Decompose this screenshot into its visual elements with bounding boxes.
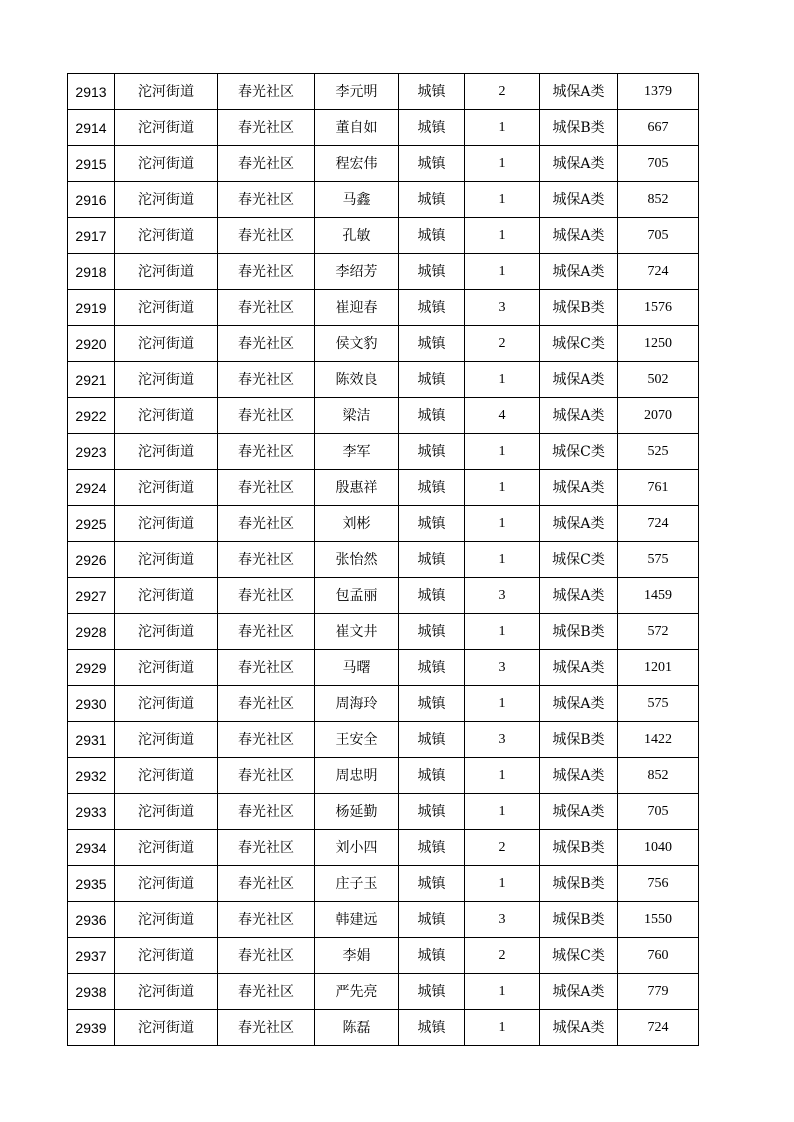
amount-cell: 575 bbox=[618, 686, 699, 722]
table-row bbox=[68, 866, 699, 902]
area-type-cell: 城镇 bbox=[399, 830, 465, 866]
area-type-cell: 城镇 bbox=[399, 866, 465, 902]
person-name-cell: 侯文豹 bbox=[315, 326, 399, 362]
street-cell: 沱河街道 bbox=[115, 434, 218, 470]
household-count-cell: 3 bbox=[465, 722, 540, 758]
record-id-cell: 2938 bbox=[68, 974, 115, 1010]
area-type-cell: 城镇 bbox=[399, 398, 465, 434]
community-cell: 春光社区 bbox=[218, 722, 315, 758]
street-cell: 沱河街道 bbox=[115, 398, 218, 434]
community-cell: 春光社区 bbox=[218, 506, 315, 542]
household-count-cell: 1 bbox=[465, 146, 540, 182]
insurance-category-cell: 城保C类 bbox=[540, 542, 618, 578]
household-count-cell: 1 bbox=[465, 1010, 540, 1046]
record-id-cell: 2919 bbox=[68, 290, 115, 326]
street-cell: 沱河街道 bbox=[115, 902, 218, 938]
amount-cell: 705 bbox=[618, 146, 699, 182]
area-type-cell: 城镇 bbox=[399, 290, 465, 326]
insurance-category-cell: 城保A类 bbox=[540, 182, 618, 218]
roster-body bbox=[68, 74, 699, 1046]
household-count-cell: 4 bbox=[465, 398, 540, 434]
record-id-cell: 2937 bbox=[68, 938, 115, 974]
record-id-cell: 2917 bbox=[68, 218, 115, 254]
record-id-cell: 2939 bbox=[68, 1010, 115, 1046]
community-cell: 春光社区 bbox=[218, 974, 315, 1010]
insurance-category-cell: 城保B类 bbox=[540, 290, 618, 326]
area-type-cell: 城镇 bbox=[399, 902, 465, 938]
community-cell: 春光社区 bbox=[218, 254, 315, 290]
person-name-cell: 李娟 bbox=[315, 938, 399, 974]
table-row bbox=[68, 758, 699, 794]
amount-cell: 1550 bbox=[618, 902, 699, 938]
person-name-cell: 包孟丽 bbox=[315, 578, 399, 614]
community-cell: 春光社区 bbox=[218, 218, 315, 254]
amount-cell: 525 bbox=[618, 434, 699, 470]
insurance-category-cell: 城保B类 bbox=[540, 902, 618, 938]
household-count-cell: 2 bbox=[465, 830, 540, 866]
table-row bbox=[68, 74, 699, 110]
amount-cell: 1422 bbox=[618, 722, 699, 758]
record-id-cell: 2923 bbox=[68, 434, 115, 470]
table-row bbox=[68, 182, 699, 218]
record-id-cell: 2925 bbox=[68, 506, 115, 542]
community-cell: 春光社区 bbox=[218, 362, 315, 398]
table-row bbox=[68, 686, 699, 722]
household-count-cell: 2 bbox=[465, 74, 540, 110]
area-type-cell: 城镇 bbox=[399, 218, 465, 254]
household-count-cell: 1 bbox=[465, 218, 540, 254]
area-type-cell: 城镇 bbox=[399, 974, 465, 1010]
table-row bbox=[68, 974, 699, 1010]
insurance-category-cell: 城保A类 bbox=[540, 650, 618, 686]
street-cell: 沱河街道 bbox=[115, 290, 218, 326]
amount-cell: 575 bbox=[618, 542, 699, 578]
insurance-category-cell: 城保B类 bbox=[540, 614, 618, 650]
household-count-cell: 1 bbox=[465, 182, 540, 218]
community-cell: 春光社区 bbox=[218, 398, 315, 434]
person-name-cell: 刘小四 bbox=[315, 830, 399, 866]
community-cell: 春光社区 bbox=[218, 110, 315, 146]
record-id-cell: 2929 bbox=[68, 650, 115, 686]
table-row bbox=[68, 326, 699, 362]
community-cell: 春光社区 bbox=[218, 290, 315, 326]
street-cell: 沱河街道 bbox=[115, 974, 218, 1010]
person-name-cell: 庄子玉 bbox=[315, 866, 399, 902]
community-cell: 春光社区 bbox=[218, 1010, 315, 1046]
person-name-cell: 崔文井 bbox=[315, 614, 399, 650]
table-row bbox=[68, 830, 699, 866]
community-cell: 春光社区 bbox=[218, 326, 315, 362]
household-count-cell: 3 bbox=[465, 578, 540, 614]
household-count-cell: 3 bbox=[465, 650, 540, 686]
table-row bbox=[68, 1010, 699, 1046]
insurance-category-cell: 城保C类 bbox=[540, 938, 618, 974]
area-type-cell: 城镇 bbox=[399, 542, 465, 578]
person-name-cell: 李军 bbox=[315, 434, 399, 470]
area-type-cell: 城镇 bbox=[399, 758, 465, 794]
roster-table bbox=[67, 73, 699, 1046]
record-id-cell: 2915 bbox=[68, 146, 115, 182]
record-id-cell: 2921 bbox=[68, 362, 115, 398]
street-cell: 沱河街道 bbox=[115, 110, 218, 146]
amount-cell: 724 bbox=[618, 1010, 699, 1046]
street-cell: 沱河街道 bbox=[115, 218, 218, 254]
community-cell: 春光社区 bbox=[218, 938, 315, 974]
amount-cell: 1379 bbox=[618, 74, 699, 110]
table-row bbox=[68, 434, 699, 470]
amount-cell: 502 bbox=[618, 362, 699, 398]
household-count-cell: 1 bbox=[465, 686, 540, 722]
amount-cell: 852 bbox=[618, 758, 699, 794]
insurance-category-cell: 城保A类 bbox=[540, 398, 618, 434]
community-cell: 春光社区 bbox=[218, 902, 315, 938]
amount-cell: 761 bbox=[618, 470, 699, 506]
table-row bbox=[68, 470, 699, 506]
insurance-category-cell: 城保A类 bbox=[540, 470, 618, 506]
record-id-cell: 2927 bbox=[68, 578, 115, 614]
table-row bbox=[68, 254, 699, 290]
insurance-category-cell: 城保A类 bbox=[540, 974, 618, 1010]
insurance-category-cell: 城保C类 bbox=[540, 326, 618, 362]
amount-cell: 1576 bbox=[618, 290, 699, 326]
amount-cell: 705 bbox=[618, 794, 699, 830]
area-type-cell: 城镇 bbox=[399, 686, 465, 722]
person-name-cell: 李绍芳 bbox=[315, 254, 399, 290]
record-id-cell: 2931 bbox=[68, 722, 115, 758]
community-cell: 春光社区 bbox=[218, 542, 315, 578]
amount-cell: 1040 bbox=[618, 830, 699, 866]
area-type-cell: 城镇 bbox=[399, 470, 465, 506]
insurance-category-cell: 城保A类 bbox=[540, 506, 618, 542]
person-name-cell: 韩建远 bbox=[315, 902, 399, 938]
street-cell: 沱河街道 bbox=[115, 506, 218, 542]
table-row bbox=[68, 506, 699, 542]
record-id-cell: 2932 bbox=[68, 758, 115, 794]
record-id-cell: 2916 bbox=[68, 182, 115, 218]
household-count-cell: 1 bbox=[465, 362, 540, 398]
area-type-cell: 城镇 bbox=[399, 434, 465, 470]
street-cell: 沱河街道 bbox=[115, 254, 218, 290]
household-count-cell: 1 bbox=[465, 254, 540, 290]
person-name-cell: 崔迎春 bbox=[315, 290, 399, 326]
community-cell: 春光社区 bbox=[218, 182, 315, 218]
household-count-cell: 1 bbox=[465, 758, 540, 794]
street-cell: 沱河街道 bbox=[115, 578, 218, 614]
insurance-category-cell: 城保A类 bbox=[540, 254, 618, 290]
amount-cell: 756 bbox=[618, 866, 699, 902]
street-cell: 沱河街道 bbox=[115, 794, 218, 830]
insurance-category-cell: 城保A类 bbox=[540, 758, 618, 794]
street-cell: 沱河街道 bbox=[115, 470, 218, 506]
record-id-cell: 2933 bbox=[68, 794, 115, 830]
person-name-cell: 周忠明 bbox=[315, 758, 399, 794]
amount-cell: 1459 bbox=[618, 578, 699, 614]
household-count-cell: 1 bbox=[465, 542, 540, 578]
community-cell: 春光社区 bbox=[218, 578, 315, 614]
insurance-category-cell: 城保A类 bbox=[540, 146, 618, 182]
street-cell: 沱河街道 bbox=[115, 74, 218, 110]
household-count-cell: 1 bbox=[465, 614, 540, 650]
record-id-cell: 2936 bbox=[68, 902, 115, 938]
area-type-cell: 城镇 bbox=[399, 182, 465, 218]
area-type-cell: 城镇 bbox=[399, 362, 465, 398]
record-id-cell: 2928 bbox=[68, 614, 115, 650]
table-row bbox=[68, 146, 699, 182]
insurance-category-cell: 城保A类 bbox=[540, 686, 618, 722]
community-cell: 春光社区 bbox=[218, 830, 315, 866]
record-id-cell: 2918 bbox=[68, 254, 115, 290]
household-count-cell: 1 bbox=[465, 974, 540, 1010]
community-cell: 春光社区 bbox=[218, 74, 315, 110]
area-type-cell: 城镇 bbox=[399, 146, 465, 182]
insurance-category-cell: 城保A类 bbox=[540, 362, 618, 398]
table-row bbox=[68, 110, 699, 146]
street-cell: 沱河街道 bbox=[115, 758, 218, 794]
community-cell: 春光社区 bbox=[218, 866, 315, 902]
insurance-category-cell: 城保A类 bbox=[540, 74, 618, 110]
record-id-cell: 2930 bbox=[68, 686, 115, 722]
household-count-cell: 1 bbox=[465, 506, 540, 542]
record-id-cell: 2935 bbox=[68, 866, 115, 902]
table-row bbox=[68, 290, 699, 326]
area-type-cell: 城镇 bbox=[399, 74, 465, 110]
person-name-cell: 马鑫 bbox=[315, 182, 399, 218]
household-count-cell: 3 bbox=[465, 290, 540, 326]
street-cell: 沱河街道 bbox=[115, 614, 218, 650]
amount-cell: 1250 bbox=[618, 326, 699, 362]
area-type-cell: 城镇 bbox=[399, 506, 465, 542]
community-cell: 春光社区 bbox=[218, 794, 315, 830]
street-cell: 沱河街道 bbox=[115, 938, 218, 974]
table-row bbox=[68, 362, 699, 398]
household-count-cell: 1 bbox=[465, 470, 540, 506]
household-count-cell: 1 bbox=[465, 794, 540, 830]
person-name-cell: 梁洁 bbox=[315, 398, 399, 434]
community-cell: 春光社区 bbox=[218, 146, 315, 182]
table-row bbox=[68, 578, 699, 614]
insurance-category-cell: 城保A类 bbox=[540, 218, 618, 254]
record-id-cell: 2914 bbox=[68, 110, 115, 146]
insurance-category-cell: 城保A类 bbox=[540, 578, 618, 614]
area-type-cell: 城镇 bbox=[399, 254, 465, 290]
person-name-cell: 殷惠祥 bbox=[315, 470, 399, 506]
area-type-cell: 城镇 bbox=[399, 326, 465, 362]
person-name-cell: 陈效良 bbox=[315, 362, 399, 398]
insurance-category-cell: 城保B类 bbox=[540, 722, 618, 758]
person-name-cell: 李元明 bbox=[315, 74, 399, 110]
table-row bbox=[68, 902, 699, 938]
table-row bbox=[68, 218, 699, 254]
street-cell: 沱河街道 bbox=[115, 326, 218, 362]
street-cell: 沱河街道 bbox=[115, 182, 218, 218]
area-type-cell: 城镇 bbox=[399, 722, 465, 758]
record-id-cell: 2934 bbox=[68, 830, 115, 866]
area-type-cell: 城镇 bbox=[399, 110, 465, 146]
household-count-cell: 2 bbox=[465, 938, 540, 974]
community-cell: 春光社区 bbox=[218, 614, 315, 650]
amount-cell: 2070 bbox=[618, 398, 699, 434]
amount-cell: 724 bbox=[618, 506, 699, 542]
insurance-category-cell: 城保A类 bbox=[540, 1010, 618, 1046]
insurance-category-cell: 城保C类 bbox=[540, 434, 618, 470]
person-name-cell: 陈磊 bbox=[315, 1010, 399, 1046]
street-cell: 沱河街道 bbox=[115, 542, 218, 578]
street-cell: 沱河街道 bbox=[115, 650, 218, 686]
insurance-category-cell: 城保B类 bbox=[540, 866, 618, 902]
area-type-cell: 城镇 bbox=[399, 938, 465, 974]
record-id-cell: 2926 bbox=[68, 542, 115, 578]
area-type-cell: 城镇 bbox=[399, 1010, 465, 1046]
street-cell: 沱河街道 bbox=[115, 686, 218, 722]
person-name-cell: 孔敏 bbox=[315, 218, 399, 254]
amount-cell: 667 bbox=[618, 110, 699, 146]
amount-cell: 760 bbox=[618, 938, 699, 974]
person-name-cell: 王安全 bbox=[315, 722, 399, 758]
area-type-cell: 城镇 bbox=[399, 794, 465, 830]
area-type-cell: 城镇 bbox=[399, 578, 465, 614]
household-count-cell: 1 bbox=[465, 866, 540, 902]
amount-cell: 705 bbox=[618, 218, 699, 254]
community-cell: 春光社区 bbox=[218, 470, 315, 506]
table-row bbox=[68, 542, 699, 578]
person-name-cell: 杨延勤 bbox=[315, 794, 399, 830]
person-name-cell: 张怡然 bbox=[315, 542, 399, 578]
community-cell: 春光社区 bbox=[218, 686, 315, 722]
household-count-cell: 1 bbox=[465, 434, 540, 470]
street-cell: 沱河街道 bbox=[115, 362, 218, 398]
table-row bbox=[68, 614, 699, 650]
table-row bbox=[68, 722, 699, 758]
record-id-cell: 2920 bbox=[68, 326, 115, 362]
community-cell: 春光社区 bbox=[218, 650, 315, 686]
area-type-cell: 城镇 bbox=[399, 614, 465, 650]
insurance-category-cell: 城保A类 bbox=[540, 794, 618, 830]
record-id-cell: 2924 bbox=[68, 470, 115, 506]
street-cell: 沱河街道 bbox=[115, 830, 218, 866]
area-type-cell: 城镇 bbox=[399, 650, 465, 686]
household-count-cell: 1 bbox=[465, 110, 540, 146]
household-count-cell: 2 bbox=[465, 326, 540, 362]
amount-cell: 852 bbox=[618, 182, 699, 218]
street-cell: 沱河街道 bbox=[115, 146, 218, 182]
street-cell: 沱河街道 bbox=[115, 722, 218, 758]
record-id-cell: 2922 bbox=[68, 398, 115, 434]
table-row bbox=[68, 398, 699, 434]
person-name-cell: 严先亮 bbox=[315, 974, 399, 1010]
household-count-cell: 3 bbox=[465, 902, 540, 938]
person-name-cell: 刘彬 bbox=[315, 506, 399, 542]
person-name-cell: 周海玲 bbox=[315, 686, 399, 722]
community-cell: 春光社区 bbox=[218, 758, 315, 794]
amount-cell: 1201 bbox=[618, 650, 699, 686]
street-cell: 沱河街道 bbox=[115, 866, 218, 902]
street-cell: 沱河街道 bbox=[115, 1010, 218, 1046]
amount-cell: 572 bbox=[618, 614, 699, 650]
record-id-cell: 2913 bbox=[68, 74, 115, 110]
amount-cell: 779 bbox=[618, 974, 699, 1010]
insurance-category-cell: 城保B类 bbox=[540, 110, 618, 146]
table-row bbox=[68, 938, 699, 974]
amount-cell: 724 bbox=[618, 254, 699, 290]
table-row bbox=[68, 650, 699, 686]
person-name-cell: 马曙 bbox=[315, 650, 399, 686]
person-name-cell: 程宏伟 bbox=[315, 146, 399, 182]
community-cell: 春光社区 bbox=[218, 434, 315, 470]
person-name-cell: 董自如 bbox=[315, 110, 399, 146]
table-row bbox=[68, 794, 699, 830]
insurance-category-cell: 城保B类 bbox=[540, 830, 618, 866]
